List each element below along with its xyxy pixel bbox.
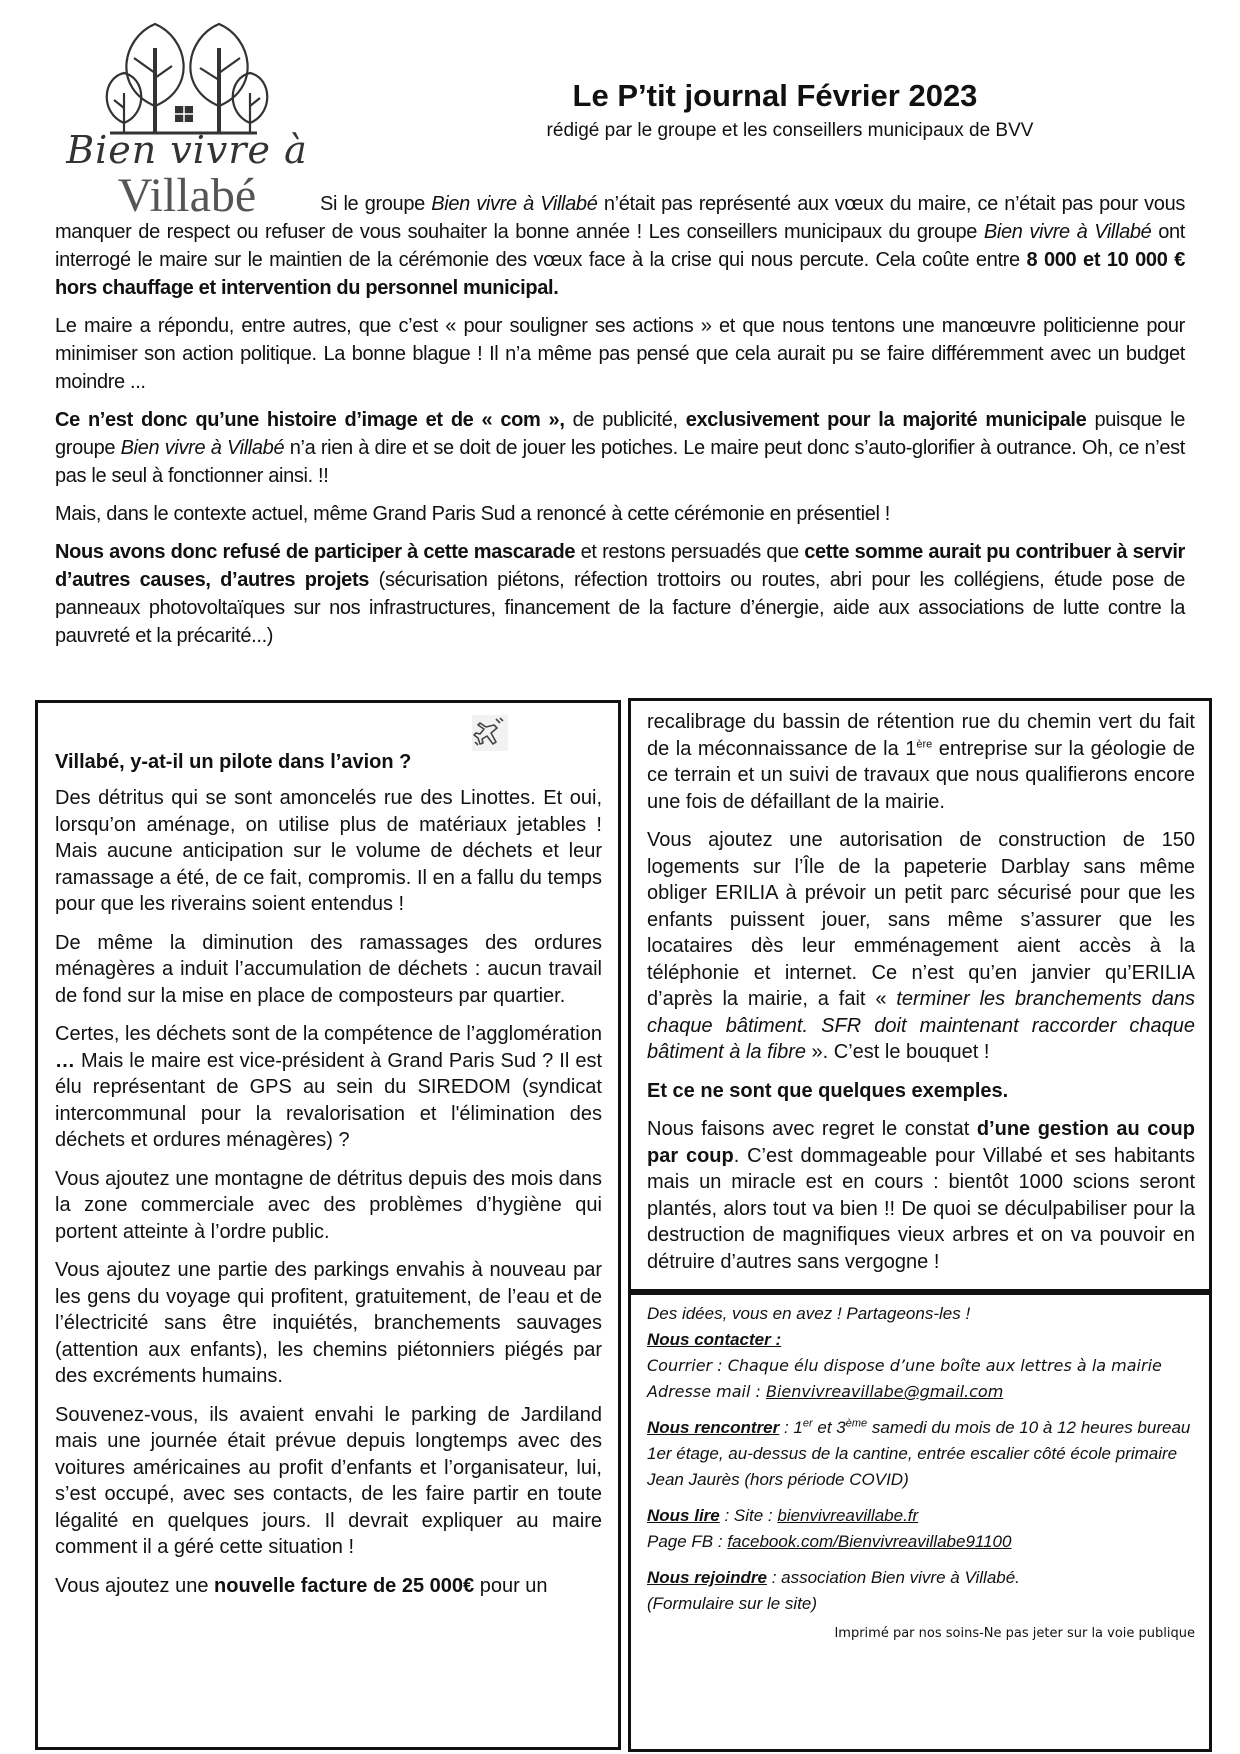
text: . C’est dommageable pour Villabé et ses habitants mais un miracle est en cours : bientôt 1000 scions seront plantés, alors tout va bien !! De quoi se déculpabiliser pour la destruction de magnifiques vieux arbres et on va pouvoir en détruire d’autres sans vergogne ! <box>647 1144 1195 1273</box>
website-link[interactable]: bienvivreavillabe.fr <box>777 1506 919 1525</box>
print-notice: Imprimé par nos soins-Ne pas jeter sur la voie publique <box>834 1626 1195 1641</box>
intro-paragraph-1 <box>55 190 1185 302</box>
intro-paragraph-3 <box>55 406 1185 490</box>
contact-label: Nous contacter : <box>647 1330 782 1349</box>
text: n’a rien à dire et se doit de jouer les potiches. Le maire peut donc s’auto-glorifier à outrance. Oh, ce n’est pas le seul à fonctionner ainsi. !! <box>55 437 1186 487</box>
text: ont interrogé le maire sur le maintien de la cérémonie des vœux face à la crise qui nous percute. Cela coûte entre <box>55 221 1185 271</box>
group-name: Bien vivre à Villabé <box>983 221 1152 243</box>
intro-paragraph-5 <box>55 538 1185 650</box>
page-title: Le P’tit journal Février 2023 <box>572 78 978 113</box>
text: samedi du mois de 10 à 12 heures bureau 1er étage, au-dessus de la cantine, entrée escalier côté école primaire Jean Jaurès (hors période COVID) <box>647 1418 1191 1489</box>
ellipsis: … <box>55 1049 75 1072</box>
join-line <box>647 1565 1195 1591</box>
meet-label: Nous rencontrer <box>647 1418 780 1437</box>
email-line <box>647 1379 1195 1405</box>
emphasis: cette somme aurait pu contribuer à servir d’autres causes, d’autres projets <box>55 541 1185 591</box>
superscript: er <box>802 1417 813 1430</box>
left-paragraph-7 <box>55 1573 602 1600</box>
logo-script-text: Bien vivre à <box>66 128 308 172</box>
emphasis: exclusivement pour la majorité municipale <box>685 409 1087 431</box>
text: Certes, les déchets sont de la compétence de l’agglomération <box>55 1023 602 1045</box>
right-paragraph-3 <box>647 1078 1195 1105</box>
emphasis: Et ce ne sont que quelques exemples. <box>647 1079 1009 1102</box>
text: Mais le maire est vice-président à Grand Paris Sud ? Il est élu représentant de GPS au sein du SIREDOM (syndicat intercommunal pour la revalorisation et l'élimination des déchets et ordures ménagères) ? <box>55 1049 602 1151</box>
trees-house-icon <box>62 18 312 138</box>
crashing-plane-icon <box>472 715 508 751</box>
group-name: Bien vivre à Villabé <box>120 437 285 459</box>
text: (sécurisation piétons, réfection trottoirs ou routes, abri pour les collégiens, étude pose de panneaux photovoltaïques sur nos infrastructures, financement de la facture d’énergie, aide aux associations de lutte contre la pauvreté et la précarité...) <box>55 569 1186 647</box>
left-paragraph-3 <box>55 1021 602 1154</box>
text: Vous ajoutez une <box>55 1574 215 1597</box>
join-note: (Formulaire sur le site) <box>647 1594 818 1613</box>
join-label: Nous rejoindre <box>647 1568 767 1587</box>
intro-section <box>55 190 1185 660</box>
text: Vous ajoutez une autorisation de construction de 150 logements sur l’Île de la papeterie Darblay sans même obliger ERILIA à prévoir un petit parc sécurisé pour que les enfants puissent jouer, sans même s’assurer que les locataires dès leur emménagement aient accès à la téléphonie et internet. Ce n’est qu’en janvier qu’ERILIA d’après la mairie, a fait « <box>647 829 1195 1010</box>
text: Nous faisons avec regret le constat <box>647 1118 977 1140</box>
article-left-column <box>35 700 621 1750</box>
intro-paragraph-4: Mais, dans le contexte actuel, même Grand Paris Sud a renoncé à cette cérémonie en présentiel ! <box>55 503 890 525</box>
contact-box <box>628 1292 1212 1752</box>
left-paragraph-5: Vous ajoutez une partie des parkings envahis à nouveau par les gens du voyage qui profitent, gratuitement, de l’eau et de l’électricité sans être inquiétés, branchements sauvages (attention aux enfants), les chemins piétonniers piégés par des excréments humains. <box>55 1259 602 1387</box>
text: ». C’est le bouquet ! <box>805 1041 990 1063</box>
right-paragraph-1 <box>647 709 1195 815</box>
quote: terminer les branchements dans chaque bâtiment. SFR doit maintenant raccorder chaque bâtiment à la fibre <box>647 988 1195 1063</box>
left-paragraph-1: Des détritus qui se sont amoncelés rue des Linottes. Et oui, lorsqu’on aménage, on utilise plus de matériaux jetables ! Mais aucune anticipation sur le volume de déchets et leur ramassage a été, de ce fait, compromis. Il en a fallu du temps pour que les riverains soient entendus ! <box>55 787 602 915</box>
logo <box>62 18 312 222</box>
text: : association Bien vivre à Villabé. <box>766 1568 1020 1587</box>
mail-line: Courrier : Chaque élu dispose d’une boîte aux lettres à la mairie <box>647 1356 1162 1375</box>
text: n’était pas représenté aux vœux du maire, ce n’était pas pour vous manquer de respect ou refuser de vous souhaiter la bonne année ! Les conseillers municipaux du groupe <box>55 193 1185 243</box>
text: : 1 <box>779 1418 803 1437</box>
text: et 3 <box>812 1418 846 1437</box>
superscript: ème <box>845 1417 868 1430</box>
contact-tagline: Des idées, vous en avez ! Partageons-les ! <box>647 1304 971 1323</box>
facebook-link[interactable]: facebook.com/Bienvivreavillabe91100 <box>727 1532 1012 1551</box>
superscript: ère <box>916 737 933 750</box>
text: puisque le groupe <box>55 409 1186 459</box>
text: entreprise sur la géologie de ce terrain et un suivi de travaux que nous qualifierons encore une fois de défaillant de la mairie. <box>647 737 1195 813</box>
left-paragraph-2: De même la diminution des ramassages des ordures ménagères a induit l’accumulation de déchets : aucun travail de fond sur la mise en place de composteurs par quartier. <box>55 931 602 1007</box>
text: recalibrage du bassin de rétention rue du chemin vert du fait de la méconnaissance de la 1 <box>647 711 1195 760</box>
text: pour un <box>474 1574 548 1597</box>
intro-paragraph-2: Le maire a répondu, entre autres, que c’est « pour souligner ses actions » et que nous tentons une manœuvre politicienne pour minimiser son action politique. La bonne blague ! Il n’a même pas pensé que cela aurait pu se faire différemment avec un budget moindre ... <box>55 315 1185 393</box>
email-link[interactable]: Bienvivreavillabe@gmail.com <box>765 1382 1004 1401</box>
text: Si le groupe <box>320 193 432 215</box>
right-paragraph-4 <box>647 1116 1195 1275</box>
text: de publicité, <box>564 409 686 431</box>
left-paragraph-6: Souvenez-vous, ils avaient envahi le parking de Jardiland mais une journée était prévue depuis longtemps avec des voitures américaines au profit d’enfants et l’organisateur, lui, s’est occupé, avec ses contacts, de les faire partir en toute légalité en quelques jours. Il devrait expliquer au maire comment il a géré cette situation ! <box>55 1403 602 1558</box>
facebook-line <box>647 1529 1195 1555</box>
text: Page FB : <box>647 1532 728 1551</box>
emphasis: Nous avons donc refusé de participer à cette mascarade <box>55 541 576 563</box>
meet-line <box>647 1415 1195 1493</box>
emphasis: Ce n’est donc qu’une histoire d’image et de « com », <box>55 409 565 431</box>
left-paragraph-4: Vous ajoutez une montagne de détritus depuis des mois dans la zone commerciale avec des problèmes d’hygiène qui portent atteinte à l’ordre public. <box>55 1167 602 1243</box>
article-right-column <box>628 698 1212 1292</box>
cost-highlight: 8 000 et 10 000 € hors chauffage et intervention du personnel municipal. <box>55 249 1185 299</box>
text: et restons persuadés que <box>575 541 805 563</box>
email-prefix: Adresse mail : <box>647 1382 766 1401</box>
read-label: Nous lire <box>647 1506 720 1525</box>
page-subtitle: rédigé par le groupe et les conseillers municipaux de BVV <box>546 120 1034 141</box>
group-name: Bien vivre à Villabé <box>431 193 598 215</box>
text: : Site : <box>719 1506 778 1525</box>
right-paragraph-2 <box>647 827 1195 1066</box>
logo-name-text: Villabé <box>117 169 257 222</box>
article-heading: Villabé, y-at-il un pilote dans l’avion ? <box>55 751 412 773</box>
emphasis: d’une gestion au coup par coup <box>647 1118 1195 1167</box>
invoice-highlight: nouvelle facture de 25 000€ <box>214 1574 475 1597</box>
read-line <box>647 1503 1195 1529</box>
contact-heading <box>647 1327 1195 1353</box>
